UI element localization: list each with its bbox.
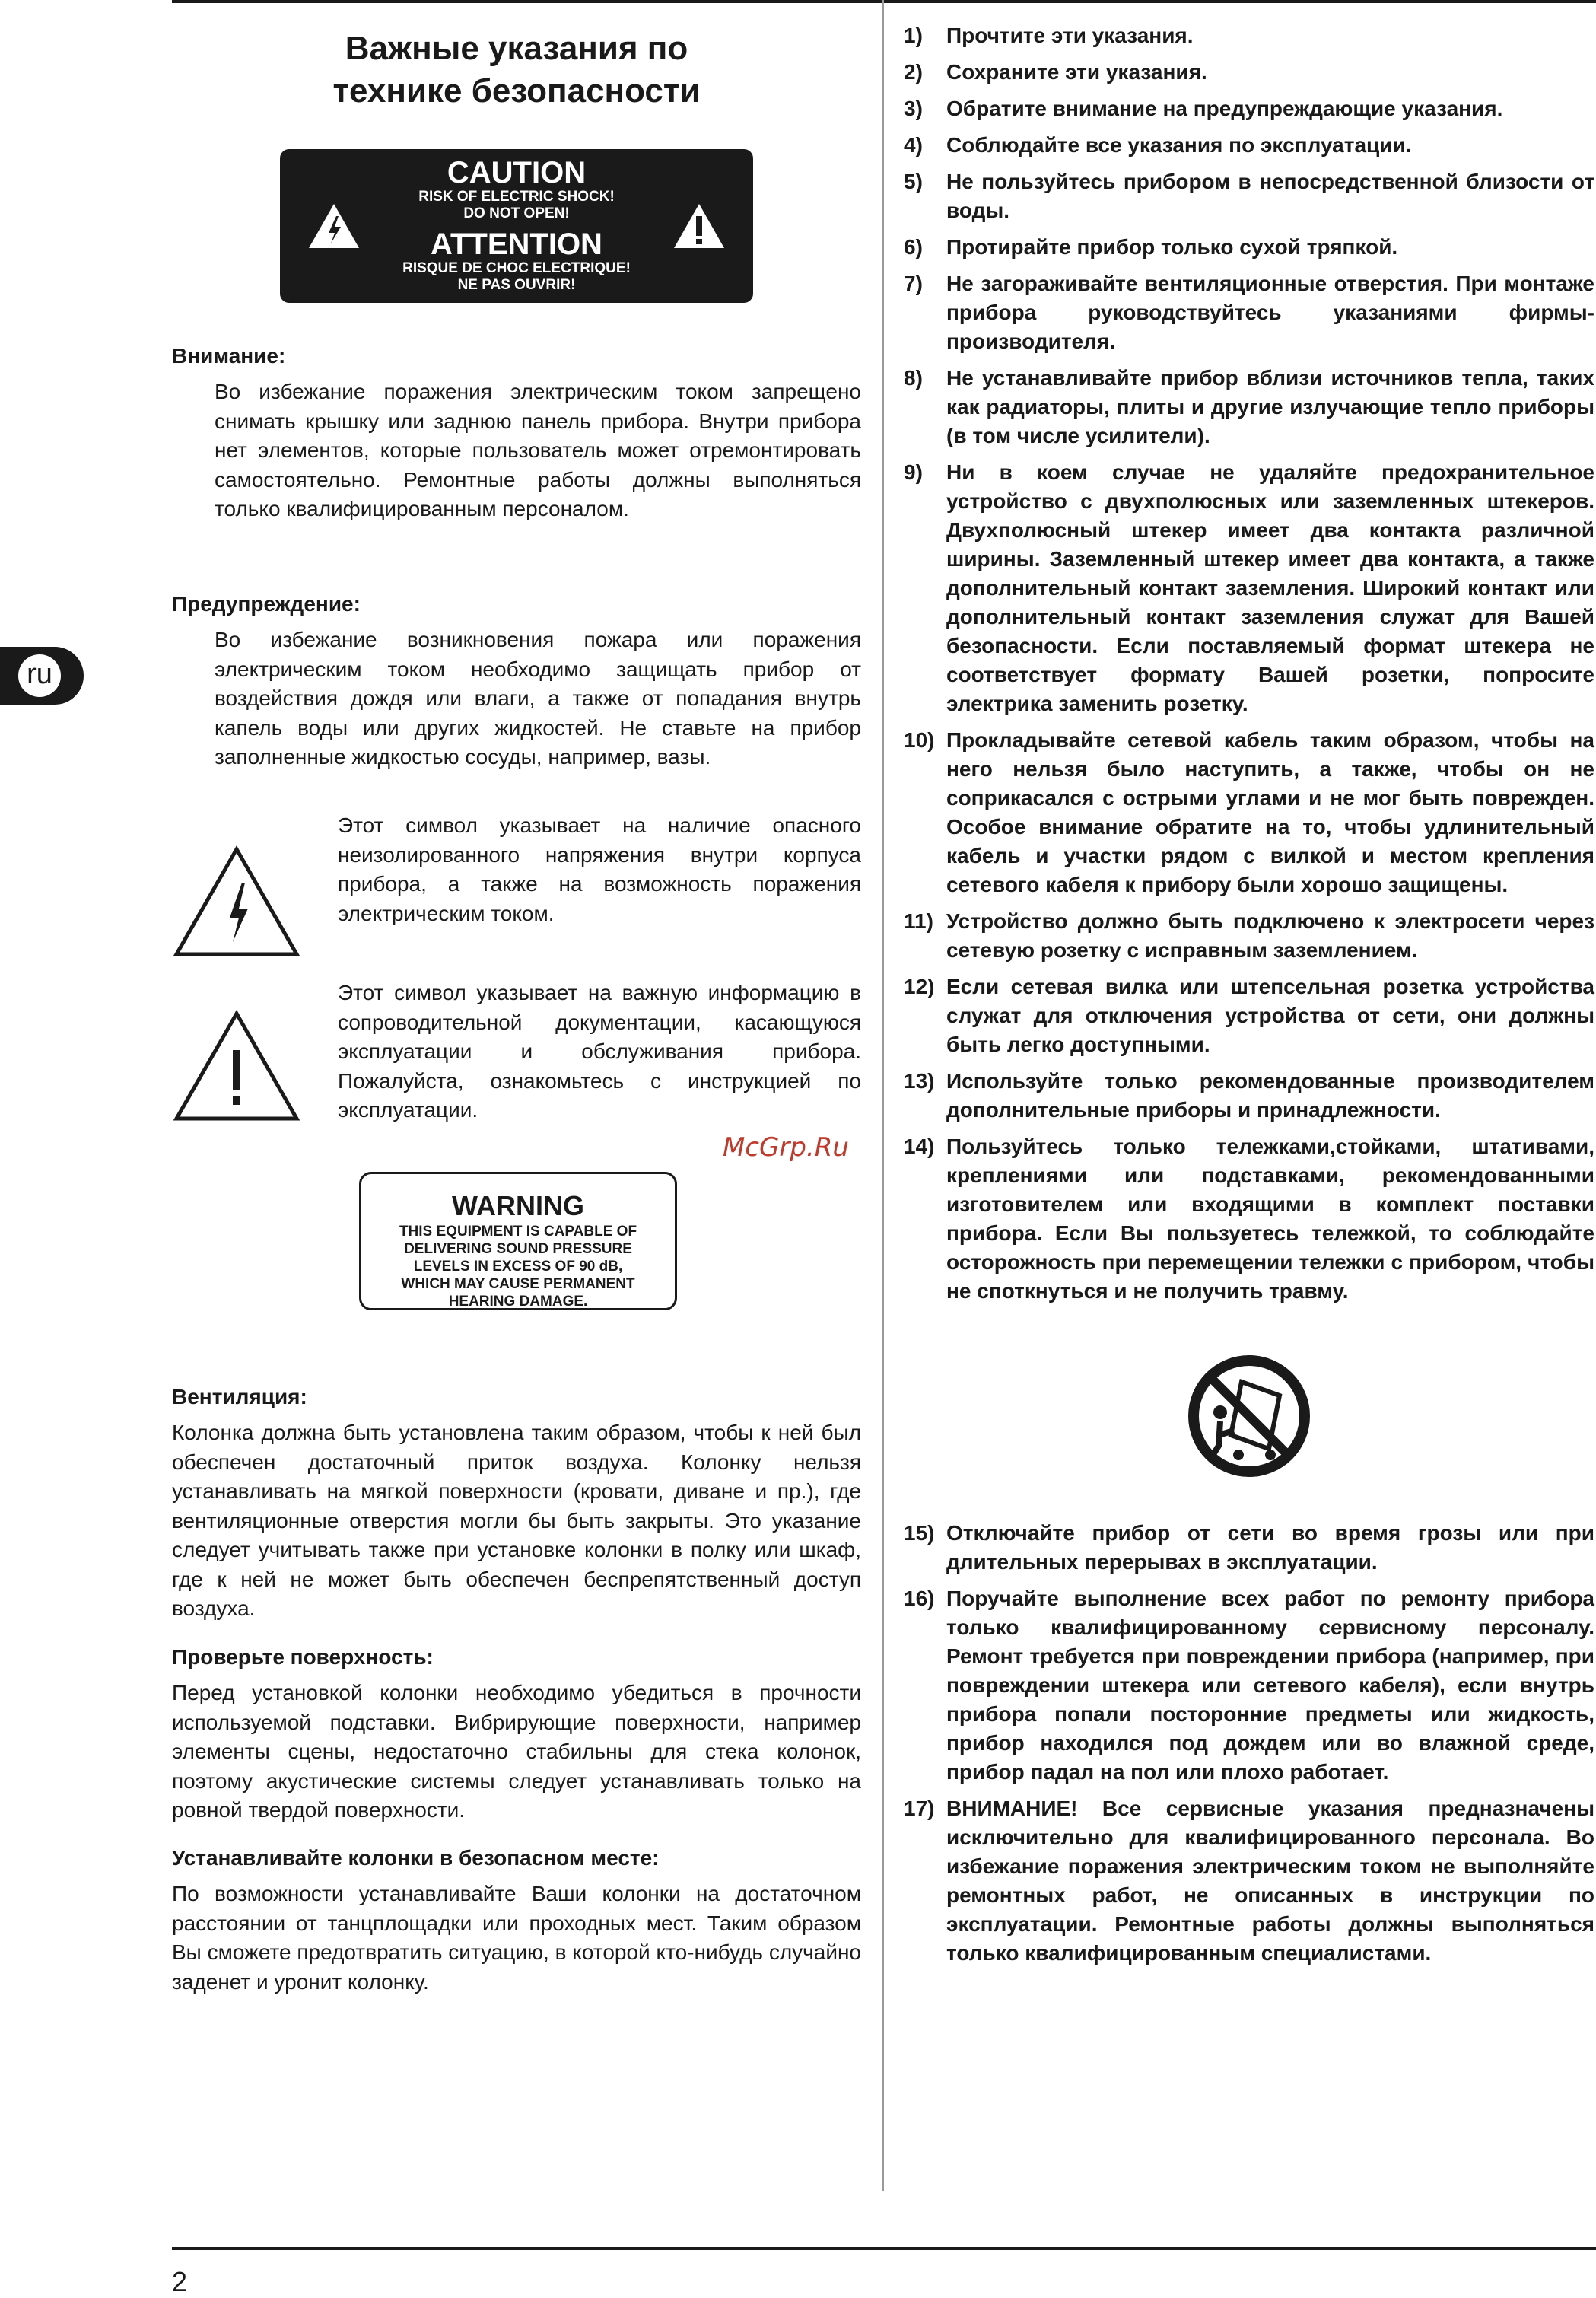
instruction-item [904, 1132, 1594, 1306]
lightning-warning-icon [307, 202, 361, 250]
watermark: McGrp.Ru [723, 1132, 849, 1163]
exclamation-warning-icon [672, 202, 726, 250]
page-number: 2 [172, 2266, 188, 2297]
instruction-number: 4) [904, 133, 923, 157]
instruction-number: 16) [904, 1587, 935, 1610]
instruction-item [904, 907, 1594, 965]
right-column [904, 21, 1594, 1975]
instruction-text: Если сетевая вилка или штепсельная розетка устройства служат для отключения устройства от сети, они должны быть легко доступными. [946, 975, 1594, 1056]
safe-place-section [172, 1844, 861, 1997]
ventilation-body: Колонка должна быть установлена таким образом, чтобы к ней был обеспечен достаточный приток воздуха. Колонку нельзя устанавливать на мягкой поверхности (кровати, диване и пр.), где вентиляционные отверстия могли бы быть закрыты. Это указание следует учитывать также при установке колонки в полку или шкаф, где к ней не может быть обеспечен беспрепятственный доступ воздуха. [172, 1421, 861, 1620]
safe-place-heading: Устанавливайте колонки в безопасном месте: [172, 1846, 660, 1870]
instruction-number: 3) [904, 97, 923, 120]
page-title-line1: Важные указания по [345, 30, 688, 67]
attention-sub2: NE PAS OUVRIR! [457, 277, 576, 293]
language-tab [0, 647, 84, 705]
instruction-item [904, 1584, 1594, 1787]
instruction-number: 2) [904, 60, 923, 84]
cart-tipover-icon [1165, 1351, 1333, 1481]
language-tab-label: ru [18, 654, 61, 697]
instruction-item [904, 1067, 1594, 1125]
warning-heading-text: Предупреждение: [172, 592, 361, 616]
attention-heading-text: Внимание: [172, 344, 286, 368]
info-symbol-text: Этот символ указывает на важную информацию в сопроводительной документации, касающуюся эксплуатации и обслуживания прибора. Пожалуйста, ознакомьтесь с инструкцией по эксплуатации. [338, 981, 861, 1122]
instruction-item [904, 726, 1594, 899]
page-title [172, 27, 861, 113]
attention-section [172, 342, 861, 524]
instruction-item [904, 233, 1594, 262]
attention-body: Во избежание поражения электрическим током запрещено снимать крышку или заднюю панель прибора. Внутри прибора нет элементов, которые пользователь может отремонтировать самостоятельно. Ремонтные работы должны выполняться только квалифицированным персоналом. [215, 380, 861, 520]
instruction-item [904, 1794, 1594, 1968]
instruction-number: 5) [904, 170, 923, 193]
instruction-item [904, 58, 1594, 87]
instruction-list-b [904, 1519, 1594, 1968]
surface-body: Перед установкой колонки необходимо убедиться в прочности используемой подставки. Вибрирующие поверхности, например элементы сцены, недостаточно стабильны для стека колонок, поэтому акустические системы следует устанавливать только на ровной твердой поверхности. [172, 1681, 861, 1822]
warning-label-text: THIS EQUIPMENT IS CAPABLE OF DELIVERING SOUND PRESSURE LEVELS IN EXCESS OF 90 dB, WHICH MAY CAUSE PERMANENT HEARING DAMAGE. [399, 1224, 637, 1310]
instruction-text: Протирайте прибор только сухой тряпкой. [946, 235, 1398, 259]
bottom-rule [172, 2247, 1596, 2250]
instruction-text: Прочтите эти указания. [946, 24, 1194, 47]
instruction-text: ВНИМАНИЕ! Все сервисные указания предназначены исключительно для квалифицированного персонала. Во избежание поражения электрическим током не выполняйте ремонтных работ, не описанных в инструкции по эксплуатации. Ремонтные работы должны выполняться только квалифицированным специалистами. [946, 1797, 1594, 1965]
instruction-text: Не загораживайте вентиляционные отверстия. При монтаже прибора руководствуйтесь указаниями фирмы-производителя. [946, 272, 1594, 353]
instruction-number: 14) [904, 1135, 935, 1158]
warning-label [359, 1172, 677, 1310]
instruction-number: 7) [904, 272, 923, 295]
instruction-item [904, 972, 1594, 1059]
instruction-number: 17) [904, 1797, 935, 1820]
instruction-number: 8) [904, 366, 923, 390]
caution-sub1: RISK OF ELECTRIC SHOCK! [418, 189, 615, 205]
surface-section [172, 1644, 861, 1825]
instruction-list-a [904, 21, 1594, 1306]
instruction-text: Пользуйтесь только тележками,стойками, штативами, креплениями или подставками, рекомендованными изготовителем или входящими в комплект поставки прибора. Если Вы пользуетесь тележкой, то соблюдайте осторожность при перемещении тележки с прибором, чтобы не споткнуться и не получить травму. [946, 1135, 1594, 1303]
instruction-item [904, 167, 1594, 225]
instruction-text: Ни в коем случае не удаляйте предохранительное устройство с двухполюсных или заземленных штекеров. Двухполюсный штекер имеет два контакта различной ширины. Заземленный штекер имеет два контакта, а также дополнительный контакт заземления. Широкий контакт или дополнительный контакт заземления служат для Вашей безопасности. Если поставляемый формат штекера не соответствует формату Вашей розетки, попросите электрика заменить розетку. [946, 460, 1594, 715]
instruction-text: Поручайте выполнение всех работ по ремонту прибора только квалифицированному сервисному персоналу. Ремонт требуется при повреждении прибора (например, при повреждении штекера или сетевого кабеля), если внутрь прибора попали посторонние предметы или жидкость, прибор находился под дождем или во влажной среде, прибор падал на пол или плохо работает. [946, 1587, 1594, 1784]
instruction-item [904, 269, 1594, 356]
voltage-symbol-text: Этот символ указывает на наличие опасного неизолированного напряжения внутри корпуса прибора, а также на возможность поражения электрическим током. [338, 813, 861, 925]
exclamation-triangle-icon [172, 1009, 301, 1123]
instruction-text: Обратите внимание на предупреждающие указания. [946, 97, 1503, 120]
attention-heading: ATTENTION [431, 228, 602, 261]
instruction-number: 9) [904, 460, 923, 484]
instruction-item [904, 458, 1594, 718]
surface-heading: Проверьте поверхность: [172, 1645, 434, 1669]
instruction-text: Устройство должно быть подключено к электросети через сетевую розетку с исправным заземлением. [946, 909, 1594, 962]
instruction-item [904, 1519, 1594, 1577]
instruction-text: Не устанавливайте прибор вблизи источников тепла, таких как радиаторы, плиты и другие излучающие тепло приборы (в том числе усилители). [946, 366, 1594, 447]
lightning-triangle-icon [172, 845, 301, 959]
instruction-text: Используйте только рекомендованные производителем дополнительные приборы и принадлежности. [946, 1069, 1594, 1122]
warning-body: Во избежание возникновения пожара или поражения электрическим током необходимо защищать прибор от воздействия дождя или влаги, а также от попадания внутрь капель воды или других жидкостей. Не ставьте на прибор заполненные жидкостью сосуды, например, вазы. [215, 628, 861, 769]
attention-sub1: RISQUE DE CHOC ELECTRIQUE! [402, 260, 631, 276]
top-rule [172, 0, 1596, 3]
instruction-number: 10) [904, 728, 935, 752]
safe-place-body: По возможности устанавливайте Ваши колонки на достаточном расстоянии от танцплощадки или проходных мест. Таким образом Вы сможете предотвратить ситуацию, в которой кто-нибудь случайно заденет и уронит колонку. [172, 1882, 861, 1994]
instruction-number: 11) [904, 909, 933, 933]
instruction-text: Прокладывайте сетевой кабель таким образом, чтобы на него нельзя было наступить, а также, чтобы он не соприкасался с острыми углами и не мог быть поврежден. Особое внимание обратите на то, чтобы удлинительный кабель и участки рядом с вилкой и местом крепления сетевого кабеля к прибору были хорошо защищены. [946, 728, 1594, 896]
instruction-text: Не пользуйтесь прибором в непосредственной близости от воды. [946, 170, 1594, 222]
instruction-item [904, 94, 1594, 123]
instruction-number: 6) [904, 235, 923, 259]
instruction-item [904, 131, 1594, 160]
ventilation-heading: Вентиляция: [172, 1385, 307, 1408]
column-divider [882, 0, 884, 2191]
instruction-item [904, 364, 1594, 450]
ventilation-section [172, 1383, 861, 1624]
instruction-number: 15) [904, 1521, 935, 1545]
instruction-number: 1) [904, 24, 923, 47]
instruction-text: Сохраните эти указания. [946, 60, 1207, 84]
instruction-item [904, 21, 1594, 50]
cart-warning-block [904, 1351, 1594, 1481]
instruction-number: 12) [904, 975, 935, 998]
caution-sub2: DO NOT OPEN! [463, 205, 570, 221]
caution-label [280, 149, 753, 303]
caution-text [379, 157, 654, 294]
caution-heading: CAUTION [447, 156, 587, 189]
instruction-text: Отключайте прибор от сети во время грозы или при длительных перерывах в эксплуатации. [946, 1521, 1594, 1574]
warning-label-heading: WARNING [452, 1190, 584, 1221]
instruction-text: Соблюдайте все указания по эксплуатации. [946, 133, 1412, 157]
page-title-line2: технике безопасности [332, 72, 701, 110]
instruction-number: 13) [904, 1069, 935, 1093]
warning-section [172, 590, 861, 772]
